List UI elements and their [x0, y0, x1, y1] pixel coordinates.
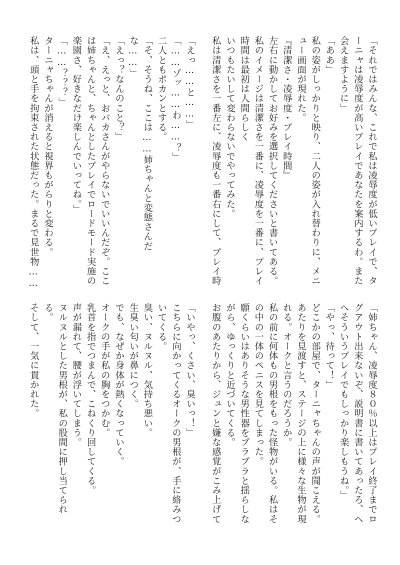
text-block-bottom-right: 「姉ちゃん、凌辱度８０％以上はプレイ終了までログアウト出来ないぞ、説明書に書いてあったろ、へへそういうプレイでもしっかり楽しもうね。」 「やっ、待って！」 どこかの部屋で、ターニャちゃんの声が聞こえる。 あたりを見渡すと、ステージの上に様々な生物が現れる。オークと言うのだろうか。 私の前に何体もの男根をもった怪物がいる。私はその中の一体のペニスを見てしまった。 願くらいはありそうな男性器をブラブラと揺らしながら、ゆっくりと近づいてくる。 お腹のあたりから、ジュンと嫌な感覚がこみ上げて: [209, 303, 377, 524]
text-block-top-right: 「それではみんな、これで私は凌辱度が低いプレイで、ターニャは凌辱度が高いプレイであなたを案内するわ。また会えますように」 「ああ」 私の姿がしっかりと映り、二人の姿が入れ替わりに、メニュー画面が現れた。 『清潔さ・凌辱度・プレイ時間』 左右に動かしてお好みを選択してくださいと書いてある。 私のイメージは清潔さを一番に、凌辱度を一番に、プレイ時間は最初は人間らしく いつもたいして変わらないでやってみた。 私は清潔さを一番左に、凌辱度も一番右にして、プレイ時: [209, 36, 377, 286]
text-block-bottom-left: 「いやっ、くさい、臭いっ！」 こちらに向かってくるオークの男根が、手に絡みついてくる。 臭い、ヌルヌル、気持ち悪い。 生臭い匂いが鼻につく。 でも、なぜか身体が熱くなっていく。 オークの手が私の胸をつかむ。 乳首を指でつまんで、こねくり回してくる。 声が漏れて、腰が浮いてしまう。 ヌルヌルとした男根が、私の股間に押し当てられる。 そして、一気に貫かれた。: [27, 303, 195, 524]
text-block-top-left: 「えっ……と……」 「……ゾッ……わ……？」 二人ともポカンとする。 「そ、そうね、ここは……姉ちゃんと変態さんだな……」 「えっ？なんのこと？」 「え、えっと、おバカさんがやらないでいいんだぞ。ここは姉ちゃんと、ちゃんとしたプレイでロードモード実施の楽園さ、好きなだけ楽しんでいってね。」 「……？？？」 ターニャちゃんが消えると視界もがらりと変わる。 私は、頭と手を拘束された状態だった。まるで見世物……: [27, 36, 195, 290]
